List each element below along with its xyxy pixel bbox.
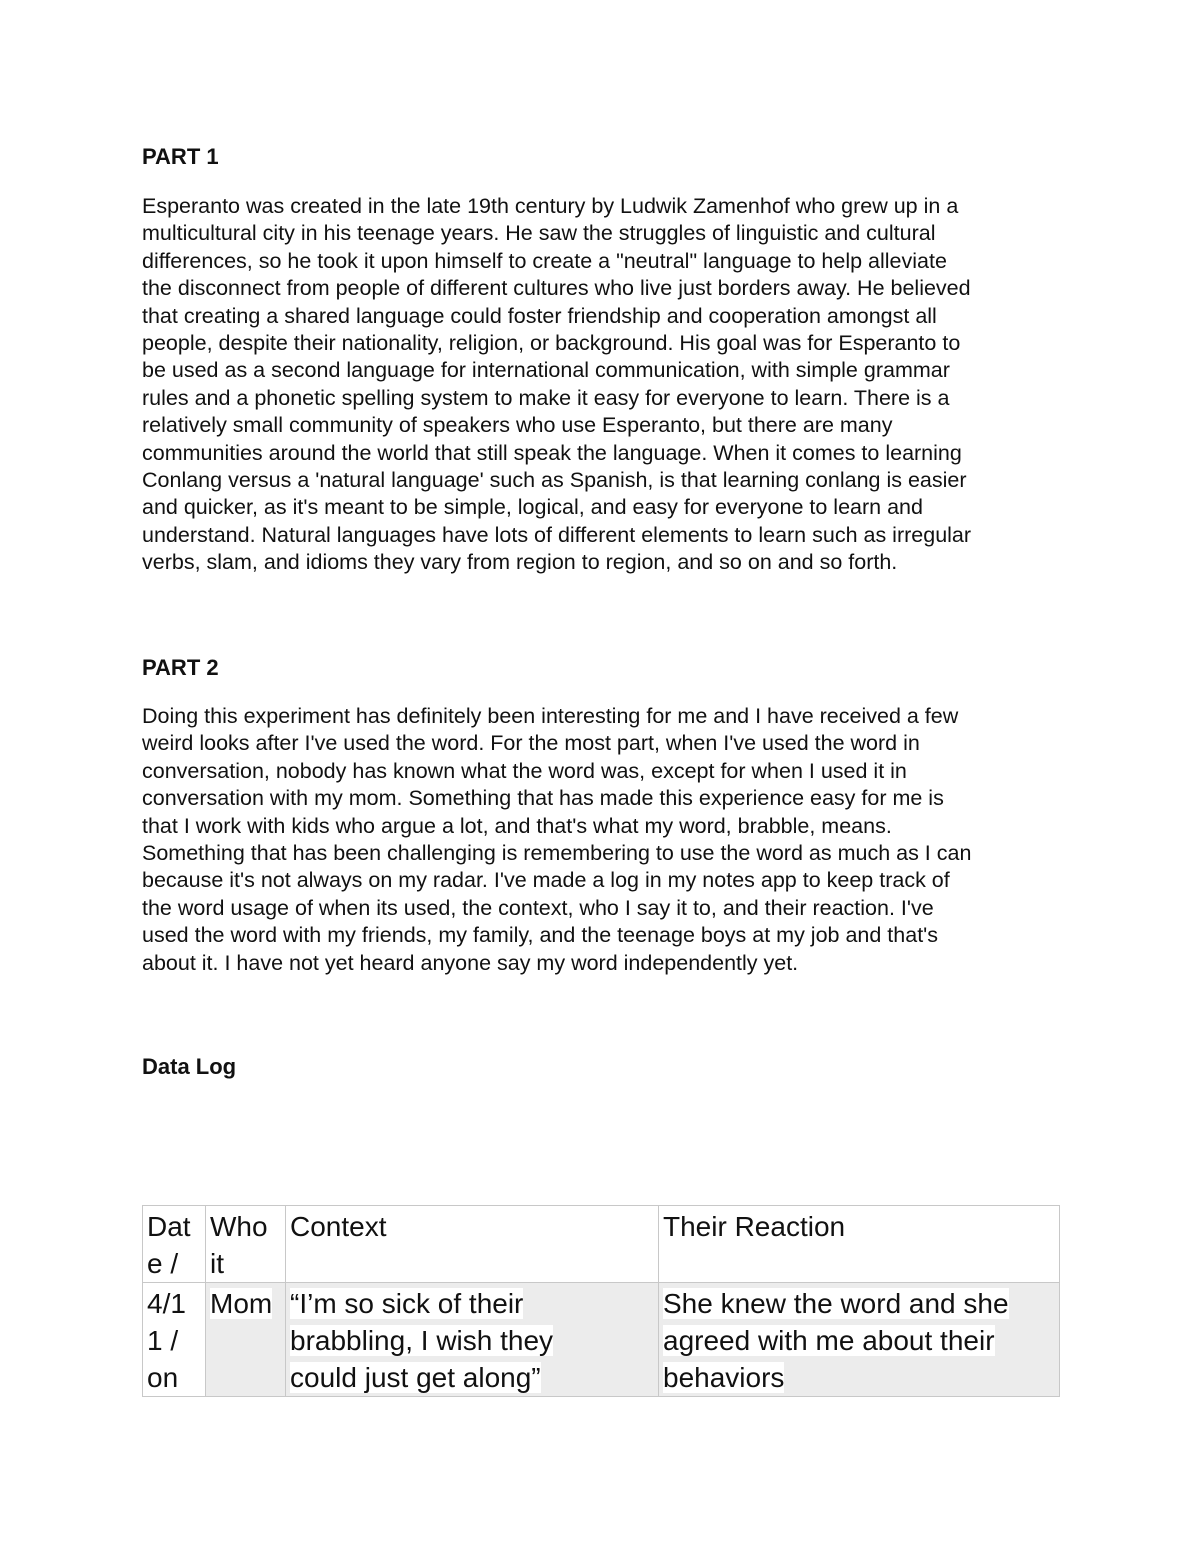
part1-line: and quicker, as it's meant to be simple, logical, and easy for everyone to learn and xyxy=(142,495,923,520)
part1-line: relatively small community of speakers who use Esperanto, but there are many xyxy=(142,413,893,438)
who-text: Mom xyxy=(210,1288,273,1319)
part1-line: Esperanto was created in the late 19th century by Ludwik Zamenhof who grew up in a xyxy=(142,194,959,218)
reaction-line xyxy=(663,1285,1055,1322)
reaction-text: behaviors xyxy=(663,1362,785,1393)
date-line: 1 / xyxy=(147,1325,179,1356)
header-who-line: Who xyxy=(210,1211,268,1242)
date-line: 4/1 xyxy=(147,1288,186,1319)
context-cell xyxy=(286,1283,659,1397)
date-line: on xyxy=(147,1362,179,1393)
reaction-text: She knew the word and she xyxy=(663,1288,1009,1319)
part2-line: weird looks after I've used the word. For the most part, when I've used the word in xyxy=(142,731,920,756)
part1-paragraph xyxy=(142,193,1062,577)
part1-line: people, despite their nationality, religion, or background. His goal was for Esperanto to xyxy=(142,331,961,356)
header-date-cell xyxy=(143,1206,206,1283)
context-line xyxy=(290,1359,654,1396)
reaction-cell xyxy=(659,1283,1060,1397)
context-text: brabbling, I wish they xyxy=(290,1325,554,1356)
context-text: could just get along” xyxy=(290,1362,541,1393)
part1-line: rules and a phonetic spelling system to make it easy for everyone to learn. There is a xyxy=(142,385,950,410)
header-context-cell xyxy=(286,1206,659,1283)
context-line xyxy=(290,1322,654,1359)
part2-line: Doing this experiment has definitely been interesting for me and I have received a few xyxy=(142,704,959,728)
data-log-heading: Data Log xyxy=(142,1054,237,1079)
context-line xyxy=(290,1285,654,1322)
part1-line: be used as a second language for international communication, with simple grammar xyxy=(142,358,950,383)
header-context-line: Context xyxy=(290,1211,387,1242)
part2-line: conversation, nobody has known what the word was, except for when I used it in xyxy=(142,758,907,783)
header-reaction-line: Their Reaction xyxy=(663,1211,846,1242)
part2-line: used the word with my friends, my family, and the teenage boys at my job and that's xyxy=(142,923,939,948)
context-text: “I’m so sick of their xyxy=(290,1288,524,1319)
part1-line: that creating a shared language could foster friendship and cooperation amongst all xyxy=(142,303,937,328)
who-cell xyxy=(206,1283,286,1397)
table-header-row xyxy=(143,1206,1060,1283)
who-line xyxy=(210,1285,281,1322)
reaction-line xyxy=(663,1359,1055,1396)
part2-line: about it. I have not yet heard anyone say my word independently yet. xyxy=(142,950,799,975)
part2-line: Something that has been challenging is remembering to use the word as much as I can xyxy=(142,841,972,866)
reaction-text: agreed with me about their xyxy=(663,1325,995,1356)
part1-line: understand. Natural languages have lots of different elements to learn such as irregular xyxy=(142,522,972,547)
part1-line: verbs, slam, and idioms they vary from region to region, and so on and so forth. xyxy=(142,550,898,575)
part2-heading: PART 2 xyxy=(142,655,219,680)
part2-line: that I work with kids who argue a lot, and that's what my word, brabble, means. xyxy=(142,813,892,838)
header-reaction-cell xyxy=(659,1206,1060,1283)
part1-line: the disconnect from people of different cultures who live just borders away. He believed xyxy=(142,276,971,301)
header-date-line: e / xyxy=(147,1248,179,1279)
part2-line: because it's not always on my radar. I've made a log in my notes app to keep track of xyxy=(142,868,950,893)
part2-line: the word usage of when its used, the context, who I say it to, and their reaction. I've xyxy=(142,895,934,920)
data-log-table xyxy=(142,1205,1060,1397)
header-date-line: Dat xyxy=(147,1211,191,1242)
header-who-cell xyxy=(206,1206,286,1283)
date-cell xyxy=(143,1283,206,1397)
reaction-line xyxy=(663,1322,1055,1359)
header-who-line: it xyxy=(210,1248,224,1279)
part1-line: communities around the world that still speak the language. When it comes to learning xyxy=(142,440,962,465)
part2-line: conversation with my mom. Something that has made this experience easy for me is xyxy=(142,786,944,811)
part1-line: differences, so he took it upon himself to create a "neutral" language to help alleviate xyxy=(142,248,947,273)
part1-line: multicultural city in his teenage years. He saw the struggles of linguistic and cultural xyxy=(142,221,936,246)
table-row xyxy=(143,1283,1060,1397)
part1-line: Conlang versus a 'natural language' such as Spanish, is that learning conlang is easier xyxy=(142,468,967,493)
part1-heading: PART 1 xyxy=(142,144,219,169)
part2-paragraph xyxy=(142,703,1062,977)
